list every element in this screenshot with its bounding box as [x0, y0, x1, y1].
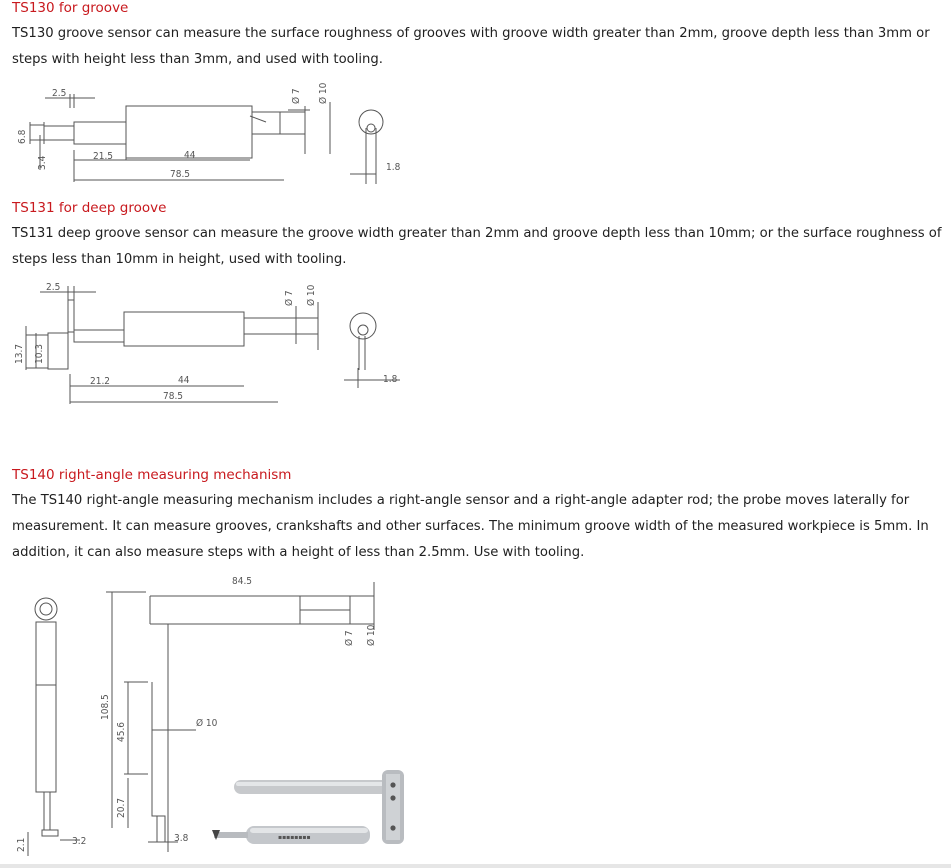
ts140-description: The TS140 right-angle measuring mechanism includes a right-angle sensor and a right-angle adapter rod; the probe moves laterally for measurement. It can measure grooves, crankshafts and other surfaces. The minimum groove width of the measured workpiece is 5mm. In addition, it can also measure steps with a height of less than 2.5mm. Use with tooling. [12, 493, 929, 560]
bottom-divider [0, 864, 951, 868]
ts131-dim-phi-10: Ø 10 [306, 284, 317, 306]
ts140-dim-84-5: 84.5 [232, 576, 253, 587]
ts131-dim-44: 44 [178, 375, 190, 386]
ts131-dim-78-5: 78.5 [163, 391, 184, 402]
ts130-title: TS130 for groove [12, 0, 129, 16]
ts140-drawing [0, 570, 420, 860]
ts140-dim-3-2: 3.2 [72, 836, 87, 847]
ts130-dim-21-5: 21.5 [93, 151, 114, 162]
ts130-drawing [0, 78, 420, 188]
ts130-dim-phi-7: Ø 7 [291, 88, 302, 104]
ts140-dim-phi-10-mid: Ø 10 [196, 718, 218, 729]
ts130-dim-6-8: 6.8 [17, 129, 28, 144]
ts140-dim-20-7: 20.7 [116, 797, 127, 818]
ts131-dim-21-2: 21.2 [90, 376, 111, 387]
ts131-dim-2-5: 2.5 [46, 282, 61, 293]
ts140-title: TS140 right-angle measuring mechanism [12, 467, 292, 483]
ts140-dim-phi-10: Ø 10 [366, 624, 377, 646]
ts140-dim-2-1: 2.1 [16, 837, 27, 852]
ts140-dim-phi-7: Ø 7 [344, 630, 355, 646]
ts130-dim-44: 44 [184, 150, 196, 161]
ts130-dim-phi-10: Ø 10 [318, 82, 329, 104]
ts131-description: TS131 deep groove sensor can measure the groove width greater than 2mm and groove depth less than 10mm; or the surface roughness of steps less than 10mm in height, used with tooling. [12, 226, 942, 267]
ts130-dim-2-5: 2.5 [52, 88, 67, 99]
ts131-dim-13-7: 13.7 [14, 343, 25, 364]
ts131-dim-10-3: 10.3 [34, 343, 45, 364]
ts131-dim-1-8: 1.8 [383, 374, 398, 385]
ts140-photo-sensor [212, 826, 370, 844]
ts140-dim-45-6: 45.6 [116, 721, 127, 742]
ts140-dim-3-8: 3.8 [174, 833, 189, 844]
ts130-dim-1-8: 1.8 [386, 162, 401, 173]
ts130-description: TS130 groove sensor can measure the surface roughness of grooves with groove width greater than 2mm, groove depth less than 3mm or steps with height less than 3mm, and used with tooling. [12, 26, 930, 67]
ts131-title: TS131 for deep groove [12, 200, 167, 216]
ts130-dim-78-5: 78.5 [170, 169, 191, 180]
ts130-dim-3-4: 3.4 [37, 155, 48, 170]
ts131-drawing [0, 278, 420, 408]
ts131-dim-phi-7: Ø 7 [284, 290, 295, 306]
svg-text:▪▪▪▪▪▪▪▪: ▪▪▪▪▪▪▪▪ [278, 834, 311, 841]
ts140-dim-108-5: 108.5 [100, 694, 111, 720]
